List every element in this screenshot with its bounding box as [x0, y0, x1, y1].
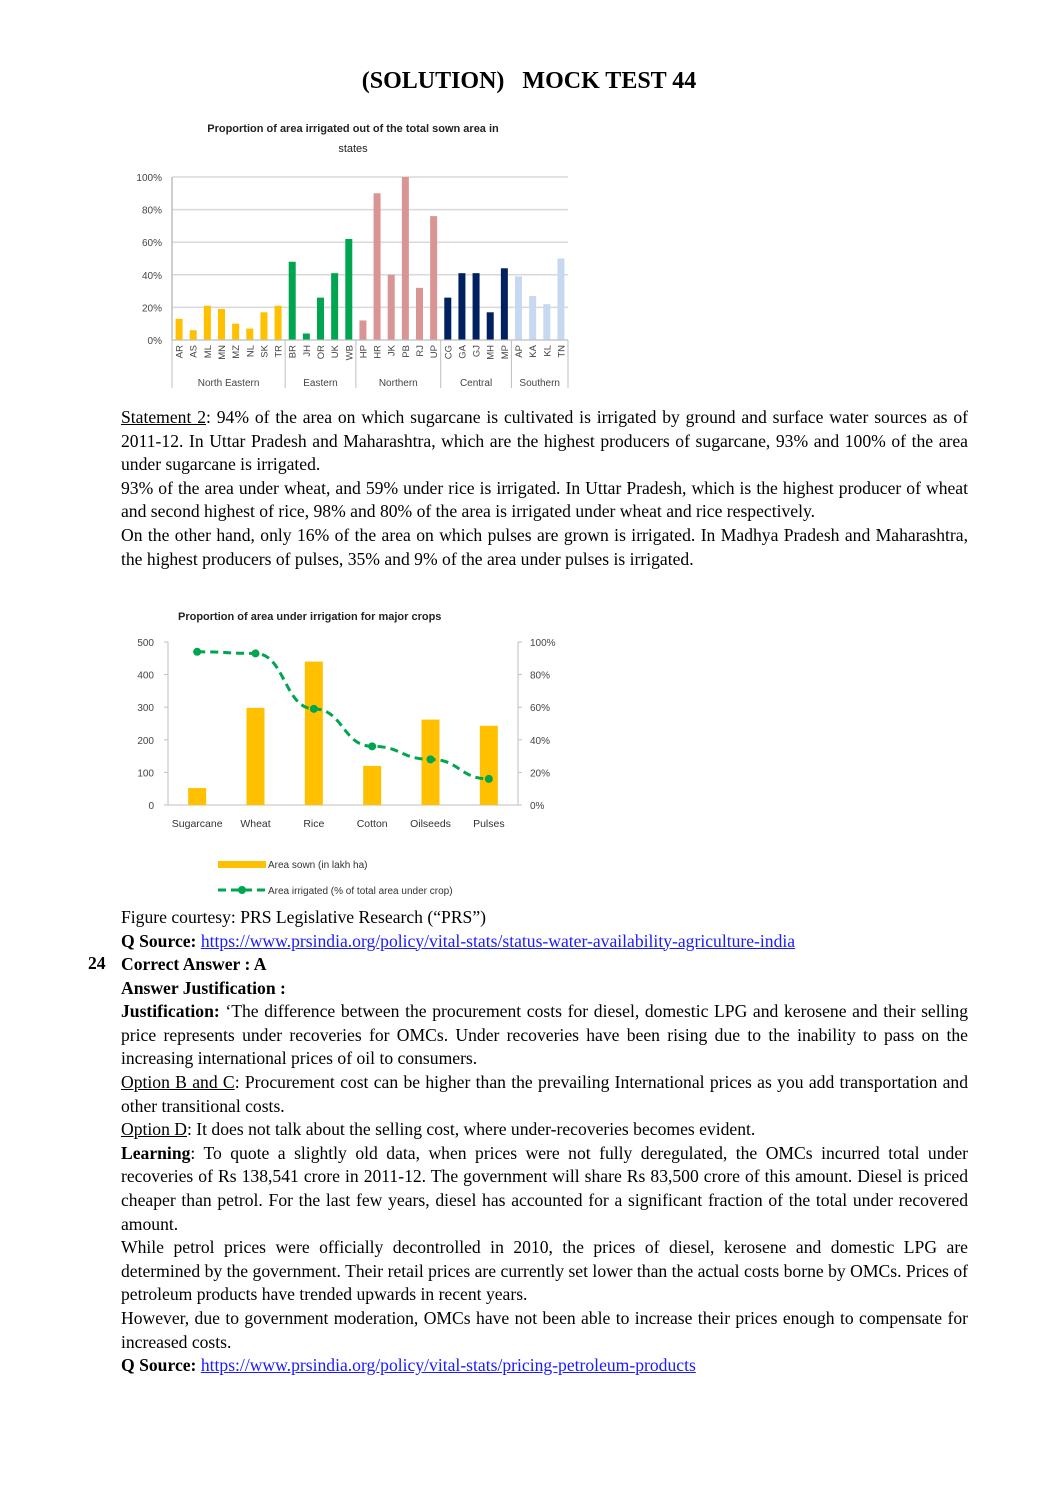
statement2-p3: On the other hand, only 16% of the area on which pulses are grown is irrigated. In Madhya Pradesh and Maharashtra, the highest producers of pulses, 35% and 9% of the area under pulses is irrigated.	[121, 524, 968, 569]
line-point	[193, 648, 201, 656]
x-tick-label: UP	[429, 345, 441, 359]
x-tick-label: Pulses	[473, 818, 505, 830]
bar-ga	[458, 273, 465, 340]
x-tick-label: MN	[217, 345, 228, 360]
bar-tn	[557, 259, 564, 341]
line-point	[310, 705, 318, 713]
title-solution: (SOLUTION)	[361, 68, 505, 94]
x-tick-label: SK	[259, 345, 271, 358]
y-left-tick-label: 400	[137, 670, 154, 682]
bar-rice	[305, 662, 323, 805]
bar-hr	[374, 193, 381, 340]
group-label: Eastern	[303, 378, 338, 389]
x-tick-label: HP	[358, 345, 370, 359]
group-label: Southern	[519, 378, 561, 389]
statement2-p1: : 94% of the area on which sugarcane is cultivated is irrigated by ground and surface water sources as of 2011-12. In Uttar Pradesh and Maharashtra, which are the highest producers of sugarcane, 93% and 100% of the area under sugarcane is irrigated.	[121, 407, 968, 475]
option-bc-label: Option B and C	[121, 1071, 235, 1092]
group-label: Central	[459, 378, 493, 389]
y-tick-label: 60%	[141, 238, 162, 250]
x-tick-label: AS	[188, 345, 200, 358]
legend-bar-label: Area sown (in lakh ha)	[268, 860, 368, 871]
bar-ap	[515, 276, 522, 340]
x-tick-label: JK	[386, 345, 398, 357]
line-point	[427, 755, 435, 763]
learning-text: : To quote a slightly old data, when prices were not fully deregulated, the OMCs incurred total under recoveries of Rs 138,541 crore in 2011-12. The government will share Rs 83,500 crore of this amount. Diesel is priced cheaper than petrol. For the last few years, diesel has accounted for a significant fraction of the total under recovered amount.	[121, 1142, 968, 1234]
page-title	[0, 68, 1058, 95]
x-tick-label: GA	[457, 345, 469, 359]
line-area-irrigated	[197, 652, 489, 779]
bar-pb	[402, 177, 409, 340]
answer-justification-heading: Answer Justification :	[121, 977, 286, 998]
bar-mp	[501, 268, 508, 340]
sources-section	[121, 906, 968, 953]
y-right-tick-label: 40%	[530, 735, 551, 747]
x-tick-label: TN	[556, 345, 568, 358]
x-tick-label: RJ	[415, 345, 426, 357]
line-point	[368, 742, 376, 750]
x-tick-label: Oilseeds	[410, 818, 451, 830]
x-tick-label: MZ	[231, 345, 243, 359]
bar-sugarcane	[188, 788, 206, 805]
q24-section	[121, 953, 968, 1378]
bar-br	[289, 262, 296, 340]
bar-wheat	[247, 708, 265, 805]
y-left-tick-label: 100	[137, 768, 154, 780]
line-point	[252, 649, 260, 657]
chart2-svg	[120, 600, 580, 900]
bar-hp	[359, 320, 366, 340]
q24-source-label: Q Source:	[121, 1355, 197, 1376]
bar-ar	[176, 319, 183, 340]
bar-sk	[260, 312, 267, 340]
group-label: Northern	[378, 378, 418, 389]
x-tick-label: MP	[499, 345, 511, 360]
bar-or	[317, 298, 324, 340]
y-right-tick-label: 80%	[530, 670, 551, 682]
question-number: 24	[88, 953, 106, 973]
y-tick-label: 80%	[141, 205, 162, 217]
bar-mn	[218, 309, 225, 340]
chart1-title-line1: Proportion of area irrigated out of the total sown area in	[207, 123, 499, 135]
x-tick-label: AR	[174, 345, 186, 359]
x-tick-label: CG	[443, 345, 455, 360]
bar-ka	[529, 296, 536, 340]
chart-irrigation-by-state	[120, 115, 580, 400]
x-tick-label: MH	[485, 345, 497, 360]
x-tick-label: NL	[245, 345, 257, 358]
q-source-link[interactable]: https://www.prsindia.org/policy/vital-stats/status-water-availability-agriculture-india	[200, 930, 796, 951]
q-source-label: Q Source:	[121, 930, 197, 951]
y-tick-label: 0%	[147, 336, 162, 347]
justification-text: ‘The difference between the procurement costs for diesel, domestic LPG and kerosene and their selling price represents under recoveries for OMCs. Under recoveries have been rising due to the inability to pass on the increasing international prices of oil to consumers.	[121, 1001, 968, 1069]
option-bc-text: : Procurement cost can be higher than the prevailing International prices as you add transportation and other transitional costs.	[121, 1071, 968, 1116]
justification-label: Justification:	[121, 1001, 220, 1022]
x-tick-label: WB	[344, 345, 356, 361]
x-tick-label: UK	[330, 345, 342, 359]
bar-as	[190, 330, 197, 340]
x-tick-label: KA	[528, 345, 540, 358]
option-d-text: : It does not talk about the selling cost, where under-recoveries becomes evident.	[186, 1119, 756, 1140]
y-tick-label: 100%	[136, 173, 162, 184]
chart-crop-irrigation	[120, 600, 580, 900]
statement2-p2: 93% of the area under wheat, and 59% under rice is irrigated. In Uttar Pradesh, which is the highest producer of wheat and second highest of rice, 98% and 80% of the area is irrigated under wheat and rice respectively.	[121, 477, 968, 522]
bar-jh	[303, 333, 310, 340]
x-tick-label: HR	[372, 345, 384, 359]
government-moderation-paragraph: However, due to government moderation, OMCs have not been able to increase their prices enough to compensate for increased costs.	[121, 1307, 968, 1352]
figure-courtesy: Figure courtesy: PRS Legislative Research (“PRS”)	[121, 907, 487, 927]
x-tick-label: TR	[273, 345, 285, 358]
bar-pulses	[480, 726, 498, 805]
group-label: North Eastern	[197, 378, 260, 389]
x-tick-label: Cotton	[356, 818, 388, 830]
y-left-tick-label: 300	[137, 703, 154, 715]
legend-bar-swatch	[218, 861, 266, 868]
statement2-label: Statement 2	[121, 407, 207, 427]
x-tick-label: JH	[301, 345, 313, 357]
y-right-tick-label: 60%	[530, 703, 551, 715]
q24-source-link[interactable]: https://www.prsindia.org/policy/vital-stats/pricing-petroleum-products	[200, 1355, 696, 1376]
chart2-title: Proportion of area under irrigation for major crops	[178, 611, 442, 623]
line-point	[485, 775, 493, 783]
chart1-title-line2: states	[338, 143, 368, 155]
petrol-decontrol-paragraph: While petrol prices were officially decontrolled in 2010, the prices of diesel, kerosene and domestic LPG are determined by the government. Their retail prices are currently set lower than the actual costs borne by OMCs. Prices of petroleum products have trended upwards in recent years.	[121, 1237, 968, 1305]
y-right-tick-label: 20%	[530, 768, 551, 780]
y-left-tick-label: 500	[137, 638, 154, 649]
bar-ml	[204, 306, 211, 340]
statement2-section	[121, 406, 968, 571]
learning-label: Learning	[121, 1142, 191, 1163]
chart1-svg	[120, 115, 580, 400]
bar-kl	[543, 304, 550, 340]
option-d-label: Option D	[121, 1119, 187, 1140]
x-tick-label: GJ	[471, 345, 483, 358]
y-right-tick-label: 100%	[530, 638, 556, 649]
x-tick-label: BR	[287, 345, 299, 359]
x-tick-label: KL	[542, 345, 554, 357]
x-tick-label: OR	[316, 345, 327, 360]
y-left-tick-label: 0	[148, 801, 154, 812]
y-right-tick-label: 0%	[530, 801, 545, 812]
bar-uk	[331, 273, 338, 340]
x-tick-label: Sugarcane	[171, 818, 223, 830]
bar-cg	[444, 298, 451, 340]
bar-nl	[246, 329, 253, 340]
title-mock-test: MOCK TEST 44	[522, 68, 697, 94]
y-tick-label: 20%	[141, 303, 162, 315]
bar-mh	[487, 312, 494, 340]
bar-cotton	[363, 766, 381, 805]
x-tick-label: Wheat	[240, 818, 271, 830]
y-tick-label: 40%	[141, 270, 162, 282]
bar-wb	[345, 239, 352, 340]
bar-mz	[232, 324, 239, 340]
x-tick-label: PB	[400, 345, 412, 358]
y-left-tick-label: 200	[137, 735, 154, 747]
x-tick-label: ML	[202, 345, 214, 359]
correct-answer: Correct Answer : A	[121, 954, 267, 974]
bar-tr	[275, 306, 282, 340]
x-tick-label: Rice	[303, 818, 325, 830]
legend-line-label: Area irrigated (% of total area under crop)	[268, 886, 453, 897]
bar-up	[430, 216, 437, 340]
x-tick-label: AP	[514, 345, 525, 358]
bar-jk	[388, 275, 395, 340]
bar-rj	[416, 288, 423, 340]
bar-gj	[473, 273, 480, 340]
